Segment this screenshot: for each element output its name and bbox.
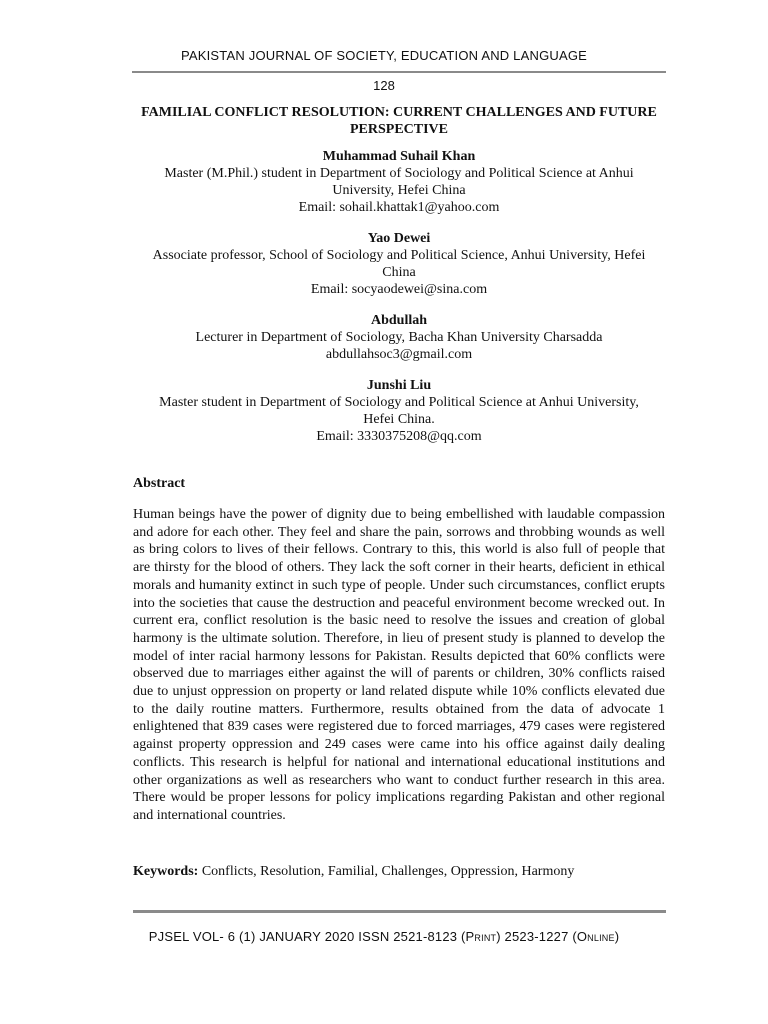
author-affiliation: Hefei China. [363, 412, 435, 427]
footer-print-label: (Print) [461, 929, 501, 944]
author-affiliation: University, Hefei China [332, 183, 466, 198]
keywords [133, 864, 665, 880]
author-block [132, 312, 666, 363]
author-block [132, 230, 666, 298]
author-block [132, 148, 666, 216]
page-number: 128 [373, 78, 395, 93]
author-name: Junshi Liu [366, 378, 432, 393]
author-affiliation: Master student in Department of Sociology and Political Science at Anhui University, [159, 395, 639, 410]
journal-header: PAKISTAN JOURNAL OF SOCIETY, EDUCATION AND LANGUAGE [180, 48, 588, 63]
author-affiliation: Lecturer in Department of Sociology, Bacha Khan University Charsadda [195, 330, 603, 345]
author-name: Abdullah [370, 313, 428, 328]
footer-rule [133, 910, 666, 913]
author-email: Email: 3330375208@qq.com [316, 429, 482, 444]
footer-journal-ref: PJSEL VOL- 6 (1) JANUARY 2020 ISSN 2521-8123 [148, 929, 462, 944]
author-affiliation: China [382, 265, 416, 280]
author-email: Email: socyaodewei@sina.com [310, 282, 488, 297]
author-email: abdullahsoc3@gmail.com [325, 347, 473, 362]
author-affiliation: Master (M.Phil.) student in Department of Sociology and Political Science at Anhui [164, 166, 634, 181]
author-name: Yao Dewei [367, 231, 431, 246]
article-title-line: FAMILIAL CONFLICT RESOLUTION: CURRENT CHALLENGES AND FUTURE [141, 105, 657, 120]
keywords-list: Conflicts, Resolution, Familial, Challenges, Oppression, Harmony [198, 864, 575, 879]
author-affiliation: Associate professor, School of Sociology and Political Science, Anhui University, Hefei [152, 248, 646, 263]
author-email: Email: sohail.khattak1@yahoo.com [298, 200, 500, 215]
footer-issn-online: 2523-1227 [500, 929, 573, 944]
abstract-heading: Abstract [133, 476, 186, 491]
journal-footer [0, 929, 768, 944]
author-name: Muhammad Suhail Khan [322, 149, 476, 164]
author-block [132, 377, 666, 445]
header-rule [132, 71, 666, 73]
abstract-body: Human beings have the power of dignity due to being embellished with laudable compassion and adore for each other. They feel and share the pain, sorrows and throbbing wounds as well as bring colors to lives of their fellows. Contrary to this, this world is also full of people that are thirsty for the blood of others. They lack the soft corner in their hearts, deficient in ethical morals and humanity extinct in such type of people. Under such circumstances, conflict erupts into the societies that cause the destruction and peaceful environment become wrecked out. In current era, conflict resolution is the basic need to resolve the issues and creation of global harmony is the ultimate solution. Therefore, in lieu of present study is planned to develop the model of inter racial harmony lessons for Pakistan. Results depicted that 60% conflicts were observed due to marriages either against the will of parents or children, 30% conflicts raised due to unjust oppression on property or land related dispute while 10% conflicts elevated due to the daily routine matters. Furthermore, results obtained from the data of advocate 1 enlightened that 839 cases were registered due to forced marriages, 479 cases were registered against property oppression and 249 cases were came into his office against daily dealing conflicts. This research is helpful for national and international educational institutions and other organizations as well as researchers who want to conduct further research in this area. There would be proper lessons for policy implications regarding Pakistan and other regional and international countries. [133, 507, 665, 823]
footer-online-label: (Online) [572, 929, 620, 944]
article-title-line: PERSPECTIVE [349, 122, 449, 137]
article-title [132, 104, 666, 138]
keywords-label: Keywords: [133, 864, 199, 879]
